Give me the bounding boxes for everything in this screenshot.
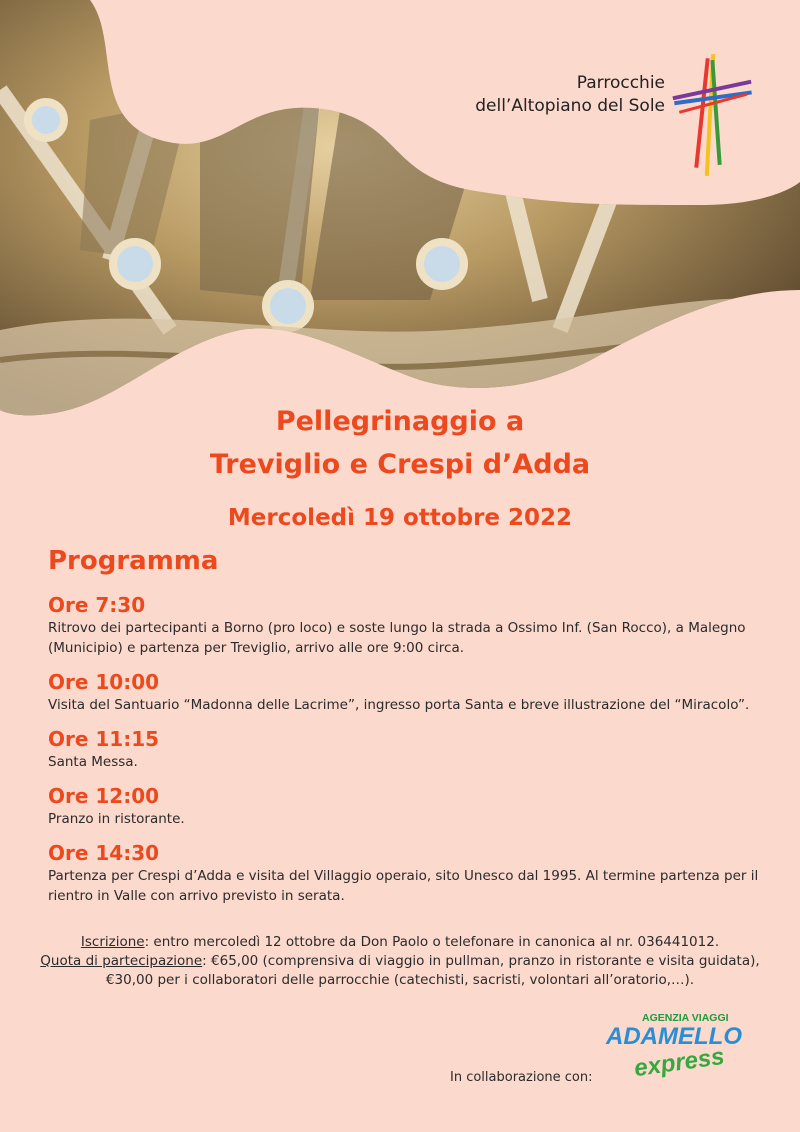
org-line-1: Parrocchie [576,73,665,93]
iscrizione-line [40,933,760,952]
parish-org-name [420,72,665,118]
quota-text: : €65,00 (comprensiva di viaggio in pullman, pranzo in ristorante e visita guidata), €30,00 per i collaboratori delle parrocchie (catechisti, sacristi, volontari all’oratorio,…). [105,953,760,988]
agency-line-3: express [632,1042,727,1083]
title-line-1: Pellegrinaggio a [275,406,525,437]
org-line-2: dell’Altopiano del Sole [475,96,665,116]
title-line-2: Treviglio e Crespi d’Adda [209,449,591,480]
program-list [48,592,760,917]
program-time: Ore 7:30 [48,593,146,617]
program-desc: Partenza per Crespi d’Adda e visita del Villaggio operaio, sito Unesco dal 1995. Al termine partenza per il rientro in Valle con arrivo previsto in serata. [48,868,759,904]
program-time: Ore 11:15 [48,727,160,751]
programma-heading: Programma [48,546,219,576]
iscrizione-text: : entro mercoledì 12 ottobre da Don Paolo o telefonare in canonica al nr. 036441012. [144,934,720,950]
program-desc: Ritrovo dei partecipanti a Borno (pro loco) e soste lungo la strada a Ossimo Inf. (San Rocco), a Malegno (Municipio) e partenza per Treviglio, arrivo alle ore 9:00 circa. [48,620,746,656]
iscrizione-label: Iscrizione [80,934,145,950]
program-item [48,726,760,772]
program-desc: Visita del Santuario “Madonna delle Lacrime”, ingresso porta Santa e breve illustrazione del “Miracolo”. [48,697,750,713]
adamello-express-logo [604,1008,774,1088]
program-time: Ore 14:30 [48,841,160,865]
registration-info [40,933,760,990]
program-time: Ore 10:00 [48,670,160,694]
program-desc: Pranzo in ristorante. [48,811,185,827]
agency-line-2: ADAMELLO [606,1023,742,1050]
cross-logo-icon [668,50,758,180]
program-time: Ore 12:00 [48,784,160,808]
quota-line [40,952,760,990]
program-item [48,783,760,829]
event-title [0,400,800,486]
program-desc: Santa Messa. [48,754,138,770]
event-date: Mercoledì 19 ottobre 2022 [227,505,573,531]
agency-line-1: AGENZIA VIAGGI [642,1012,729,1024]
program-item [48,840,760,906]
quota-label: Quota di partecipazione [40,953,203,969]
program-item [48,592,760,658]
program-item [48,669,760,715]
collaboration-label: In collaborazione con: [450,1070,593,1085]
